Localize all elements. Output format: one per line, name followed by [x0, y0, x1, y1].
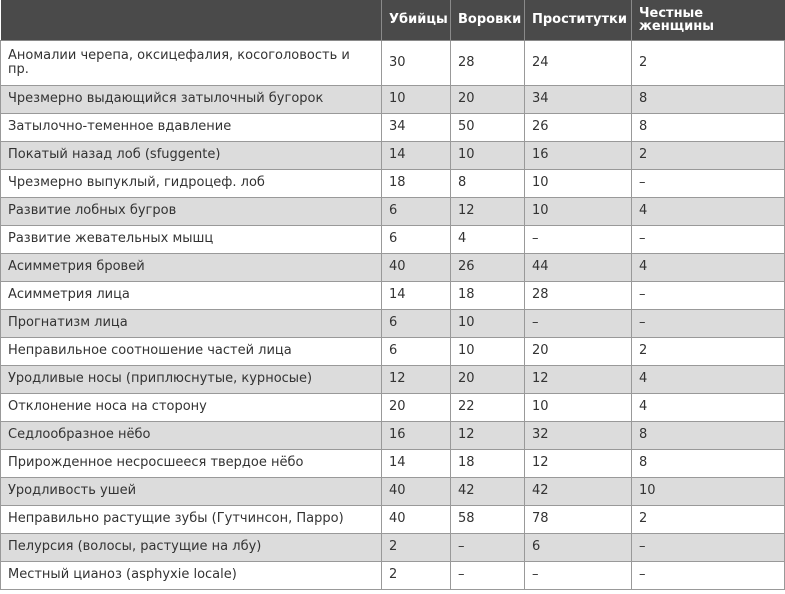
table-row	[1, 477, 785, 505]
prostitutes-cell: 10	[525, 393, 632, 421]
table-row	[1, 169, 785, 197]
murderers-cell: 18	[382, 169, 451, 197]
honest-women-cell: 2	[632, 141, 785, 169]
table-row	[1, 197, 785, 225]
header-cell-honest-women: Честные женщины	[632, 0, 785, 40]
honest-women-cell: 2	[632, 40, 785, 85]
feature-cell: Неправильное соотношение частей лица	[1, 337, 382, 365]
feature-cell: Седлообразное нёбо	[1, 421, 382, 449]
honest-women-cell: 8	[632, 85, 785, 113]
honest-women-cell: 2	[632, 337, 785, 365]
thieves-cell: 12	[451, 197, 525, 225]
prostitutes-cell: 10	[525, 169, 632, 197]
table-row	[1, 421, 785, 449]
feature-cell: Покатый назад лоб (sfuggente)	[1, 141, 382, 169]
table-row	[1, 393, 785, 421]
table-row	[1, 141, 785, 169]
table-body	[1, 40, 785, 589]
murderers-cell: 40	[382, 477, 451, 505]
murderers-cell: 6	[382, 309, 451, 337]
murderers-cell: 14	[382, 141, 451, 169]
feature-cell: Асимметрия бровей	[1, 253, 382, 281]
table-row	[1, 533, 785, 561]
prostitutes-cell: 20	[525, 337, 632, 365]
prostitutes-cell: 10	[525, 197, 632, 225]
thieves-cell: 42	[451, 477, 525, 505]
prostitutes-cell: 34	[525, 85, 632, 113]
table-row	[1, 225, 785, 253]
honest-women-cell: –	[632, 309, 785, 337]
table-row	[1, 561, 785, 589]
thieves-cell: 18	[451, 449, 525, 477]
honest-women-cell: 4	[632, 393, 785, 421]
prostitutes-cell: 28	[525, 281, 632, 309]
murderers-cell: 30	[382, 40, 451, 85]
prostitutes-cell: 32	[525, 421, 632, 449]
thieves-cell: 50	[451, 113, 525, 141]
header-row	[1, 0, 785, 40]
thieves-cell: 28	[451, 40, 525, 85]
feature-cell: Аномалии черепа, оксицефалия, косоголовость и пр.	[1, 40, 382, 85]
thieves-cell: 18	[451, 281, 525, 309]
table-header	[1, 0, 785, 40]
murderers-cell: 20	[382, 393, 451, 421]
murderers-cell: 10	[382, 85, 451, 113]
honest-women-cell: 4	[632, 197, 785, 225]
feature-cell: Отклонение носа на сторону	[1, 393, 382, 421]
feature-cell: Пелурсия (волосы, растущие на лбу)	[1, 533, 382, 561]
feature-cell: Местный цианоз (asphyxie locale)	[1, 561, 382, 589]
feature-cell: Развитие жевательных мышц	[1, 225, 382, 253]
honest-women-cell: 8	[632, 113, 785, 141]
thieves-cell: 8	[451, 169, 525, 197]
feature-cell: Уродливые носы (приплюснутые, курносые)	[1, 365, 382, 393]
murderers-cell: 6	[382, 225, 451, 253]
thieves-cell: –	[451, 561, 525, 589]
table-row	[1, 365, 785, 393]
header-cell-feature	[1, 0, 382, 40]
prostitutes-cell: –	[525, 561, 632, 589]
honest-women-cell: –	[632, 533, 785, 561]
feature-cell: Чрезмерно выдающийся затылочный бугорок	[1, 85, 382, 113]
murderers-cell: 6	[382, 197, 451, 225]
murderers-cell: 40	[382, 505, 451, 533]
thieves-cell: 4	[451, 225, 525, 253]
murderers-cell: 14	[382, 449, 451, 477]
honest-women-cell: 8	[632, 449, 785, 477]
murderers-cell: 14	[382, 281, 451, 309]
prostitutes-cell: –	[525, 309, 632, 337]
feature-cell: Развитие лобных бугров	[1, 197, 382, 225]
honest-women-cell: 4	[632, 253, 785, 281]
prostitutes-cell: 44	[525, 253, 632, 281]
table-row	[1, 40, 785, 85]
thieves-cell: 20	[451, 85, 525, 113]
feature-cell: Прогнатизм лица	[1, 309, 382, 337]
honest-women-cell: 8	[632, 421, 785, 449]
prostitutes-cell: 6	[525, 533, 632, 561]
thieves-cell: 58	[451, 505, 525, 533]
murderers-cell: 2	[382, 561, 451, 589]
header-cell-murderers: Убийцы	[382, 0, 451, 40]
thieves-cell: –	[451, 533, 525, 561]
header-cell-thieves: Воровки	[451, 0, 525, 40]
thieves-cell: 10	[451, 337, 525, 365]
prostitutes-cell: 16	[525, 141, 632, 169]
thieves-cell: 10	[451, 141, 525, 169]
feature-cell: Уродливость ушей	[1, 477, 382, 505]
prostitutes-cell: 42	[525, 477, 632, 505]
table-row	[1, 449, 785, 477]
murderers-cell: 16	[382, 421, 451, 449]
murderers-cell: 6	[382, 337, 451, 365]
thieves-cell: 10	[451, 309, 525, 337]
feature-cell: Затылочно-теменное вдавление	[1, 113, 382, 141]
table-row	[1, 309, 785, 337]
table-row	[1, 113, 785, 141]
header-cell-prostitutes: Проститутки	[525, 0, 632, 40]
feature-cell: Неправильно растущие зубы (Гутчинсон, Парро)	[1, 505, 382, 533]
murderers-cell: 40	[382, 253, 451, 281]
murderers-cell: 2	[382, 533, 451, 561]
honest-women-cell: –	[632, 225, 785, 253]
murderers-cell: 12	[382, 365, 451, 393]
table-row	[1, 85, 785, 113]
prostitutes-cell: 24	[525, 40, 632, 85]
prostitutes-cell: 78	[525, 505, 632, 533]
honest-women-cell: –	[632, 561, 785, 589]
prostitutes-cell: 26	[525, 113, 632, 141]
prostitutes-cell: –	[525, 225, 632, 253]
table-row	[1, 505, 785, 533]
prostitutes-cell: 12	[525, 365, 632, 393]
feature-cell: Прирожденное несросшееся твердое нёбо	[1, 449, 382, 477]
honest-women-cell: –	[632, 281, 785, 309]
feature-cell: Асимметрия лица	[1, 281, 382, 309]
table-row	[1, 337, 785, 365]
table-row	[1, 253, 785, 281]
thieves-cell: 20	[451, 365, 525, 393]
murderers-cell: 34	[382, 113, 451, 141]
feature-cell: Чрезмерно выпуклый, гидроцеф. лоб	[1, 169, 382, 197]
honest-women-cell: 10	[632, 477, 785, 505]
honest-women-cell: 2	[632, 505, 785, 533]
honest-women-cell: –	[632, 169, 785, 197]
table-row	[1, 281, 785, 309]
honest-women-cell: 4	[632, 365, 785, 393]
thieves-cell: 26	[451, 253, 525, 281]
thieves-cell: 12	[451, 421, 525, 449]
thieves-cell: 22	[451, 393, 525, 421]
prostitutes-cell: 12	[525, 449, 632, 477]
